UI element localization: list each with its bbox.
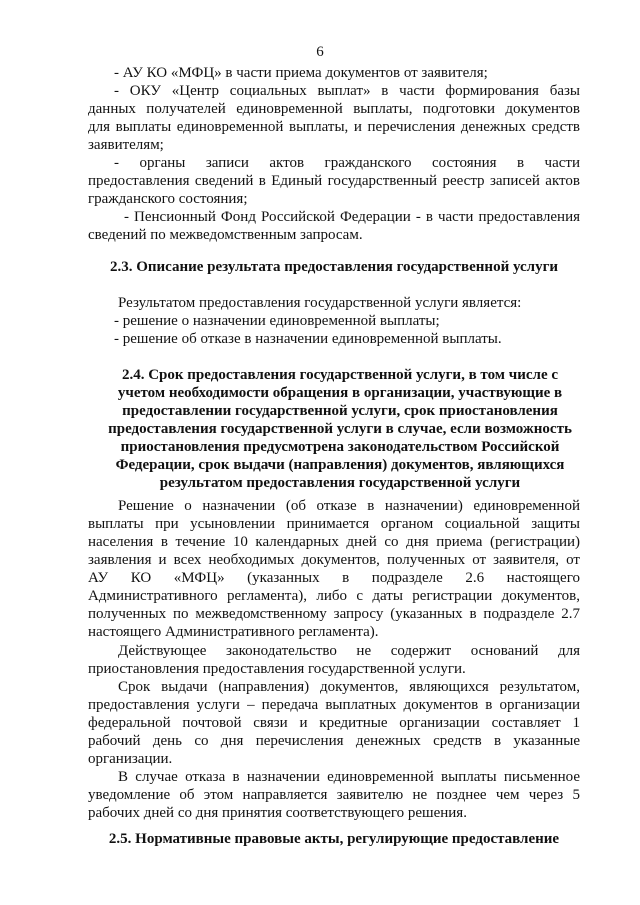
text-line: заявителям;: [88, 137, 164, 153]
heading-line: Федерации, срок выдачи (направления) документов, являющихся: [115, 457, 565, 473]
text-line: Срок выдачи (направления) документов, являющихся результатом,: [118, 679, 580, 695]
paragraph-refusal-notice: [88, 768, 580, 822]
list-item: - ОКУ «Центр социальных выплат» в части формирования базы: [114, 83, 580, 99]
text-line: гражданского состояния;: [88, 191, 248, 207]
heading-line: 2.4. Срок предоставления государственной услуги, в том числе с: [121, 367, 559, 383]
text-line: Результатом предоставления государственной услуги является:: [118, 295, 522, 311]
text-line: настоящего Административного регламента).: [88, 624, 379, 640]
heading-line: учетом необходимости обращения в организации, участвующие в: [117, 385, 563, 401]
text-line: населения в течение 10 календарных дней со дня приема (регистрации): [88, 534, 580, 550]
text-line: полученных по межведомственному запросу (указанных в подразделе 2.7: [88, 606, 580, 622]
section-2-3-body: [88, 294, 580, 348]
paragraph-no-suspension: [88, 642, 580, 678]
text-line: федеральной почтовой связи и кредитные организации составляет 1: [88, 715, 580, 731]
section-2-5-heading: 2.5. Нормативные правовые акты, регулирующие предоставление: [108, 831, 560, 847]
text-line: заявления и всех необходимых документов, полученных от заявителя, от: [88, 552, 580, 568]
heading-line: предоставления государственной услуги в случае, если возможность: [108, 421, 572, 437]
paragraph-issue-term: [88, 678, 580, 768]
heading-line: предоставлении государственной услуги, срок приостановления: [122, 403, 558, 419]
text-line: уведомление об этом направляется заявителю не позднее чем через 5: [88, 787, 580, 803]
text-line: сведений по межведомственным запросам.: [88, 227, 363, 243]
list-item: - Пенсионный Фонд Российской Федерации - в части предоставления: [124, 209, 580, 225]
text-line: Действующее законодательство не содержит оснований для: [118, 643, 580, 659]
page-number: 6: [316, 44, 324, 60]
text-line: данных получателей единовременной выплаты, подготовки документов: [88, 101, 580, 117]
section-2-3-heading: 2.3. Описание результата предоставления государственной услуги: [109, 259, 559, 275]
text-line: Административного регламента), либо с даты регистрации документов,: [88, 588, 580, 604]
text-line: организации.: [88, 751, 173, 767]
list-item: - решение о назначении единовременной выплаты;: [114, 313, 440, 329]
text-line: рабочих дней со дня принятия соответствующего решения.: [88, 805, 467, 821]
paragraph-decision-term: [88, 497, 580, 641]
text-line: В случае отказа в назначении единовременной выплаты письменное: [118, 769, 580, 785]
text-line: приостановления предоставления государственной услуги.: [88, 661, 466, 677]
participants-list: [88, 64, 580, 244]
text-line: предоставления сведений в Единый государственный реестр записей актов: [88, 173, 580, 189]
text-line: Решение о назначении (об отказе в назначении) единовременной: [118, 498, 580, 514]
heading-line: приостановления предусмотрена законодательством Российской: [120, 439, 560, 455]
list-item: - органы записи актов гражданского состояния в части: [114, 155, 580, 171]
heading-line: результатом предоставления государственной услуги: [159, 475, 521, 491]
text-line: АУ КО «МФЦ» (указанных в подразделе 2.6 настоящего: [88, 570, 580, 586]
text-line: рабочий день со дня перечисления денежных средств в указанные: [88, 733, 580, 749]
text-line: выплаты при усыновлении принимается органом социальной защиты: [88, 516, 580, 532]
list-item: - решение об отказе в назначении единовременной выплаты.: [114, 331, 502, 347]
text-line: для выплаты единовременной выплаты, и перечисления денежных средств: [88, 119, 580, 135]
list-item: - АУ КО «МФЦ» в части приема документов от заявителя;: [114, 65, 488, 81]
text-line: предоставления услуги – передача выплатных документов в организации: [88, 697, 580, 713]
section-2-4-heading: [100, 366, 580, 492]
